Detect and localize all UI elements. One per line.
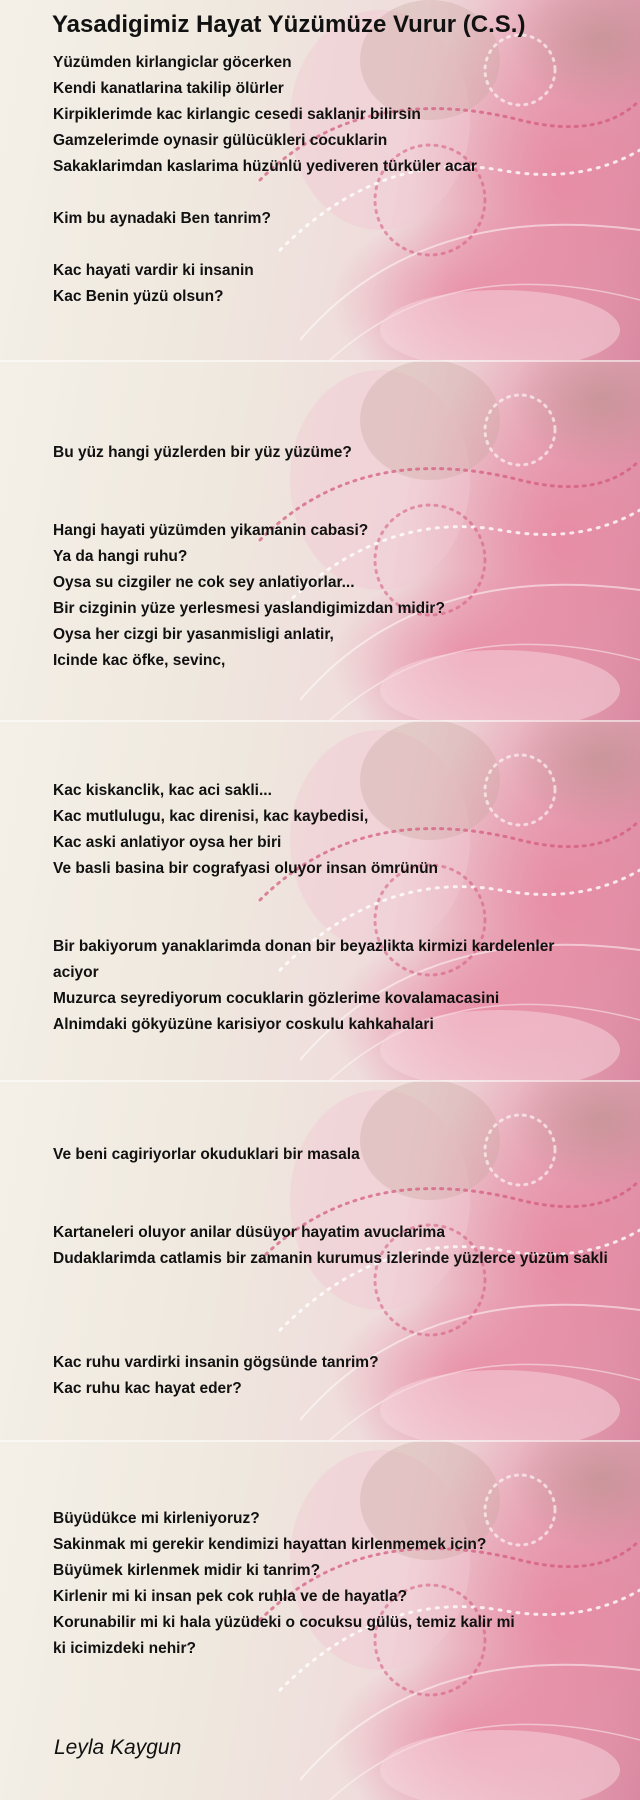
poem-line: Kendi kanatlarina takilip ölürler <box>53 80 284 97</box>
poem-line <box>53 1168 633 1194</box>
poem-line <box>53 1064 633 1090</box>
poem-line: Korunabilir mi ki hala yüzüdeki o cocuksu gülüs, temiz kalir mi <box>53 1614 515 1631</box>
poem-line: Kac ruhu vardirki insanin gögsünde tanrim? <box>53 1354 379 1371</box>
poem-line <box>53 180 633 206</box>
poem-line <box>53 362 633 388</box>
poem-line <box>53 882 633 908</box>
poem-line: Hangi hayati yüzümden yikamanin cabasi? <box>53 522 369 539</box>
poem-line: ki icimizdeki nehir? <box>53 1640 196 1657</box>
poem-line: Kim bu aynadaki Ben tanrim? <box>53 210 271 227</box>
poem-line: Büyümek kirlenmek midir ki tanrim? <box>53 1562 321 1579</box>
poem-line <box>53 466 633 492</box>
poem-line <box>53 310 633 336</box>
poem-line <box>53 908 633 934</box>
poem-line: Sakaklarimdan kaslarima hüzünlü yediveren türküler acar <box>53 158 477 175</box>
poem-line: Bir cizginin yüze yerlesmesi yaslandigimizdan midir? <box>53 600 445 617</box>
poem-line: Ya da hangi ruhu? <box>53 548 188 565</box>
poem-line <box>53 1454 633 1480</box>
poem-line: Ve basli basina bir cografyasi oluyor insan ömrünün <box>53 860 439 877</box>
poem-line: Muzurca seyrediyorum cocuklarin gözlerime kovalamacasini <box>53 990 500 1007</box>
poem-line <box>53 700 633 726</box>
poem-line <box>53 726 633 752</box>
poem-line: Kac kiskanclik, kac aci sakli... <box>53 782 272 799</box>
poem-line: Büyüdükce mi kirleniyoruz? <box>53 1510 260 1527</box>
poem-line: Dudaklarimda catlamis bir zamanin kurumus izlerinde yüzlerce yüzüm sakli <box>53 1250 608 1267</box>
poem-line: Kac hayati vardir ki insanin <box>53 262 254 279</box>
poem-line <box>53 414 633 440</box>
poem-line: Kac mutlulugu, kac direnisi, kac kaybedisi, <box>53 808 369 825</box>
poem-line <box>53 1428 633 1454</box>
poem-line: Oysa su cizgiler ne cok sey anlatiyorlar... <box>53 574 355 591</box>
poem-line: Yüzümden kirlangiclar göcerken <box>53 54 292 71</box>
poem-line: Bu yüz hangi yüzlerden bir yüz yüzüme? <box>53 444 352 461</box>
poem-line <box>53 674 633 700</box>
poem-line <box>53 1480 633 1506</box>
poem-line: aciyor <box>53 964 99 981</box>
poem-line <box>53 1038 633 1064</box>
poem-line <box>53 1116 633 1142</box>
poem-line <box>53 1402 633 1428</box>
poem-line <box>53 1194 633 1220</box>
poem-line <box>53 752 633 778</box>
poem-title: Yasadigimiz Hayat Yüzümüze Vurur (C.S.) <box>52 11 526 38</box>
poem-line: Bir bakiyorum yanaklarimda donan bir beyazlikta kirmizi kardelenler <box>53 938 555 955</box>
poem-line <box>53 1298 633 1324</box>
poem-line: Ve beni cagiriyorlar okuduklari bir masala <box>53 1146 360 1163</box>
poem-line: Alnimdaki gökyüzüne karisiyor coskulu kahkahalari <box>53 1016 434 1033</box>
poem-line: Icinde kac öfke, sevinc, <box>53 652 226 669</box>
poem-line: Kac ruhu kac hayat eder? <box>53 1380 242 1397</box>
poem-line: Kac aski anlatiyor oysa her biri <box>53 834 282 851</box>
poem-body <box>53 50 633 1662</box>
poem-line: Kirpiklerimde kac kirlangic cesedi saklanir bilirsin <box>53 106 421 123</box>
poem-line: Sakinmak mi gerekir kendimizi hayattan kirlenmemek icin? <box>53 1536 487 1553</box>
poem-line <box>53 336 633 362</box>
author-name: Leyla Kaygun <box>54 1736 182 1759</box>
poem-line <box>53 492 633 518</box>
poem-line: Kac Benin yüzü olsun? <box>53 288 224 305</box>
poem-line: Gamzelerimde oynasir gülücükleri cocuklarin <box>53 132 388 149</box>
poem-line <box>53 232 633 258</box>
poem-line <box>53 1324 633 1350</box>
poem-line <box>53 1090 633 1116</box>
poem-line <box>53 388 633 414</box>
poem-line: Kirlenir mi ki insan pek cok ruhla ve de hayatla? <box>53 1588 408 1605</box>
poem-line: Kartaneleri oluyor anilar düsüyor hayatim avuclarima <box>53 1224 445 1241</box>
poem-line <box>53 1272 633 1298</box>
poem-line: Oysa her cizgi bir yasanmisligi anlatir, <box>53 626 334 643</box>
